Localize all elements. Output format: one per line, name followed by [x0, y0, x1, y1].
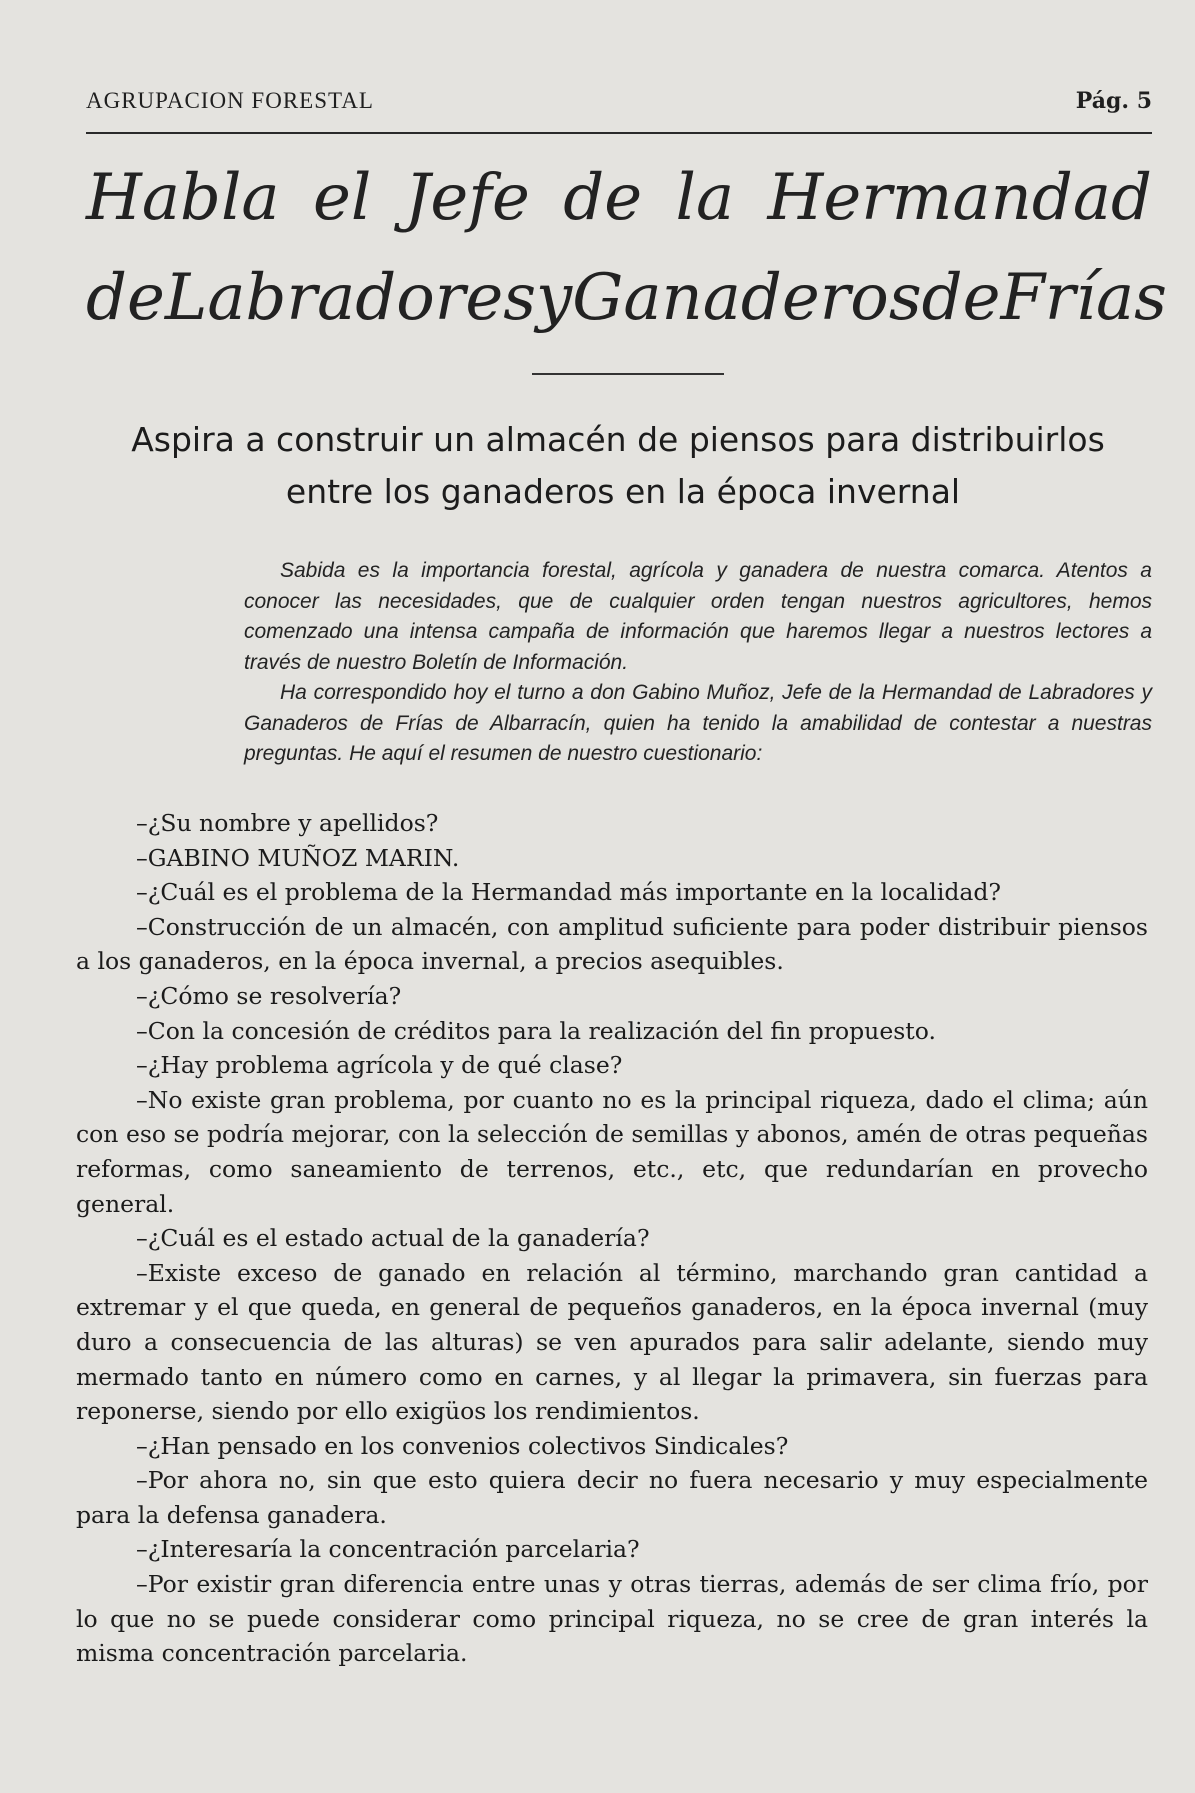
page-number: Pág. 5: [1075, 88, 1152, 114]
headline-word: Jefe: [404, 161, 530, 235]
interview-question: –¿Interesaría la concentración parcelaria?: [136, 1535, 640, 1564]
headline-word: la: [675, 161, 735, 235]
headline-word: Labradores: [164, 261, 537, 335]
headline-word: de: [86, 261, 165, 335]
interview-answer: –GABINO MUÑOZ MARIN.: [136, 843, 460, 872]
intro-paragraph: Ha correspondido hoy el turno a don Gabino Muñoz, Jefe de la Hermandad de Labradores y Ganaderos de Frías de Albarracín, quien ha tenido la amabilidad de contestar a nuestras preguntas. He aquí el resumen de nuestro cuestionario:: [244, 681, 1152, 765]
headline-word: de: [921, 261, 1001, 335]
headline-word: y: [536, 261, 573, 335]
headline-word: el: [312, 161, 372, 235]
interview-answer: –Por ahora no, sin que esto quiera decir no fuera necesario y muy especialmente para la defensa ganadera.: [76, 1466, 1148, 1529]
interview-answer: –Existe exceso de ganado en relación al término, marchando gran cantidad a extremar y el que queda, en general de pequeños ganaderos, en la época invernal (muy duro a consecuencia de las alturas) se ven apurados para salir adelante, siendo muy mermado tanto en número como en carnes, y al llegar la primavera, sin fuerzas para reponerse, siendo por ello exigüos los rendimientos.: [76, 1258, 1148, 1426]
headline-line-1: [86, 148, 1152, 248]
interview-question: –¿Su nombre y apellidos?: [136, 809, 439, 837]
intro-text: [244, 556, 1152, 770]
headline-word: Ganaderos: [572, 261, 922, 335]
interview-answer: –Por existir gran diferencia entre unas y otras tierras, además de ser clima frío, por lo que no se puede considerar como principal riqueza, no se cree de gran interés la misma concentración parcelaria.: [76, 1570, 1148, 1668]
headline-divider: [532, 373, 724, 375]
subtitle-line-1: Aspira a construir un almacén de piensos para distribuirlos: [131, 420, 1105, 459]
subtitle-line-2: entre los ganaderos en la época invernal: [285, 472, 961, 511]
interview-answer: –Construcción de un almacén, con amplitud suficiente para poder distribuir piensos a los ganaderos, en la época invernal, a precios asequibles.: [76, 912, 1148, 976]
headline-word: Hermandad: [767, 161, 1152, 235]
interview-answer: –No existe gran problema, por cuanto no es la principal riqueza, dado el clima; aún con eso se podría mejorar, con la selección de semillas y abonos, amén de otras pequeñas reformas, como saneamiento de terrenos, etc., etc, que redundarían en provecho general.: [76, 1085, 1148, 1218]
subtitle: [70, 414, 1166, 518]
headline-line-2: [86, 248, 1167, 348]
interview-body: [76, 806, 1148, 1671]
interview-question: –¿Cómo se resolvería?: [136, 981, 402, 1010]
interview-question: –¿Cuál es el problema de la Hermandad más importante en la localidad?: [136, 878, 1002, 907]
interview-question: –¿Cuál es el estado actual de la ganadería?: [136, 1224, 650, 1253]
header-rule: [86, 132, 1152, 134]
headline-word: Frías: [1000, 261, 1167, 335]
publication-name: AGRUPACION FORESTAL: [86, 88, 374, 113]
headline-word: Habla: [86, 161, 280, 235]
headline: [86, 148, 1167, 348]
page-header: [86, 88, 1152, 114]
interview-question: –¿Hay problema agrícola y de qué clase?: [136, 1051, 623, 1080]
headline-word: de: [563, 161, 643, 235]
interview-answer: –Con la concesión de créditos para la realización del fin propuesto.: [136, 1016, 936, 1045]
interview-question: –¿Han pensado en los convenios colectivos Sindicales?: [136, 1431, 789, 1460]
intro-paragraph: Sabida es la importancia forestal, agrícola y ganadera de nuestra comarca. Atentos a conocer las necesidades, que de cualquier orden tengan nuestros agricultores, hemos comenzado una intensa campaña de información que haremos llegar a nuestros lectores a través de nuestro Boletín de Información.: [244, 559, 1152, 674]
